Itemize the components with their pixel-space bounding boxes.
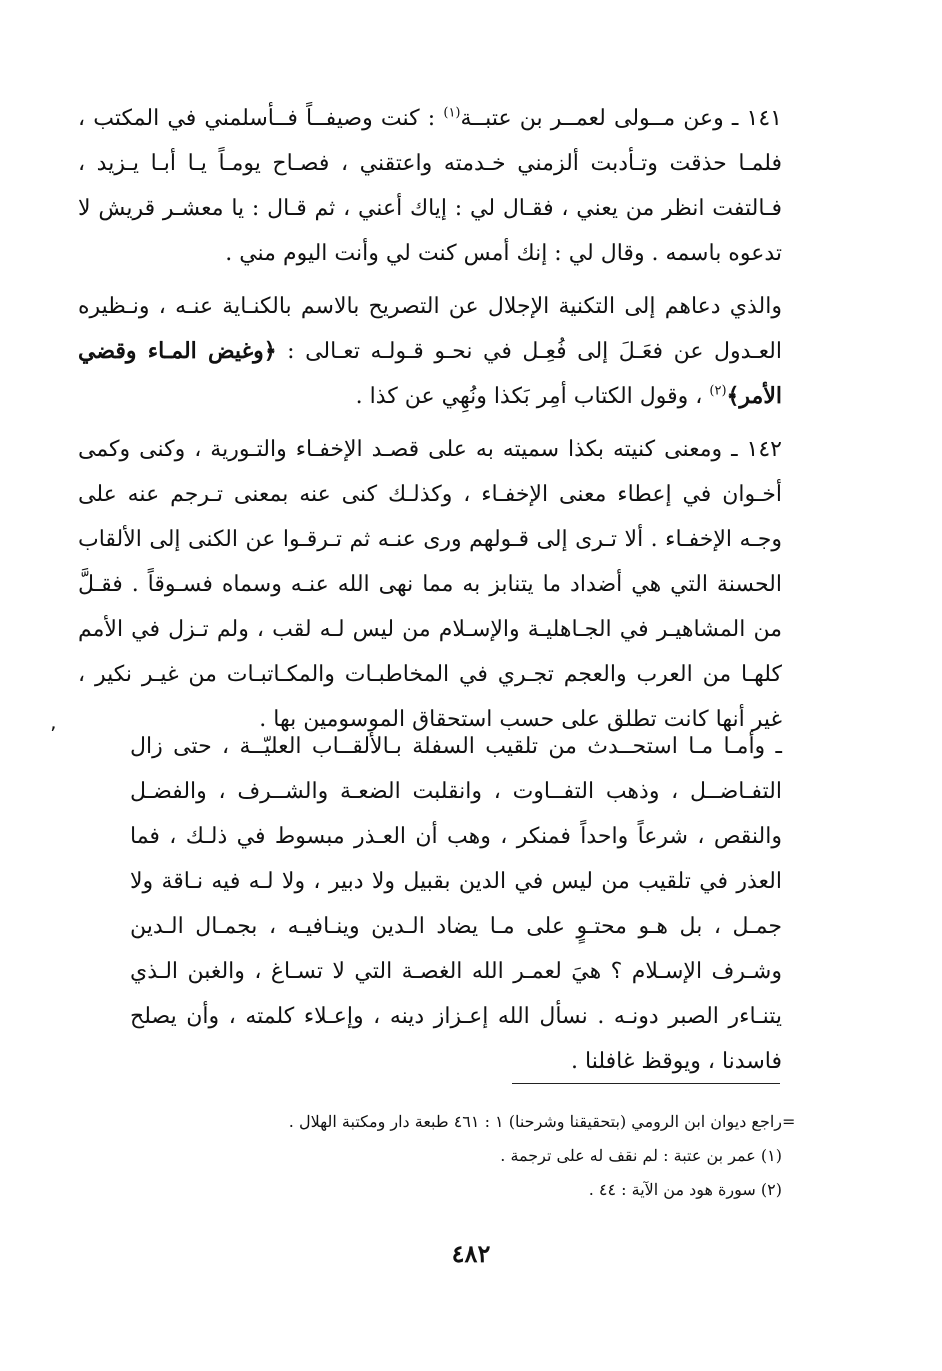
footnote-2: (٢) سورة هود من الآية : ٤٤ . xyxy=(588,1180,782,1199)
footnote-continuation-marker: = xyxy=(782,1112,796,1131)
paragraph-141-rest: : كنت وصيفــاً فــأسلمني في المكتب ، فلمـا حذقت وتـأدبت ألزمني خـدمته واعتقني ، فصـاح يومـاً يـا أبـا يـزيد ، فـالتفت انظر من يعني ، فقـال لي : إياك أعني ، ثم قـال : يا معشـر قريش لا تدعوه باسمه . وقال لي : إنك أمس كنت لي وأنت اليوم مني . xyxy=(78,106,782,266)
page-number: ٤٨٢ xyxy=(451,1239,491,1268)
footnote-continuation: راجع ديوان ابن الرومي (بتحقيقنا وشرحنا) ١ : ٤٦١ طبعة دار ومكتبة الهلال . xyxy=(288,1112,782,1131)
footnotes xyxy=(120,1105,782,1207)
paragraph-kunya-lead: والذي دعاهم إلى التكنية الإجلال عن التصريح بالاسم بالكنـاية عنـه ، ونـظيره العـدول عن فعَـلَ إلى فُعِـل في نحـو قـولـه تعـالى : xyxy=(78,294,783,364)
footnote-separator xyxy=(512,1083,780,1084)
footnote-1: (١) عمر بن عتبة : لم نقف له على ترجمة . xyxy=(500,1146,782,1165)
quran-quote: ﴿وغيض المـاء وقضي الأمر﴾ xyxy=(78,338,782,409)
paragraph-kunya-explanation xyxy=(78,284,782,419)
paragraph-142: ١٤٢ ـ ومعنى كنيته بكذا سميته به على قصـد الإخفـاء والتـورية ، وكنى وكمى أخـوان في إعطاء معنى الإخفـاء ، وكذلـك كنى عنه بمعنى تـرجم عنه على وجـه الإخفـاء . ألا تـرى إلى قـولهم ورى عنـه ثم تـرقـوا عن الكنى إلى الألقاب الحسنة التي هي أضداد ما يتنابز به مما نهى الله عنـه وسماه فسـوقاً . فقـلَّ من المشاهيـر في الجـاهليـة والإسـلام من ليس لـه لقب ، ولم تـزل في الأمم كلهـا من العرب والعجم تجـري في المخاطبـات والمكـاتبـات من غيـر نكير ، غير أنها كانت تطلق على حسب استحقاق الموسومين بها . xyxy=(78,437,782,732)
paragraph-141-lead: ١٤١ ـ وعن مــولى لعمــر بن عتبــة xyxy=(460,106,782,131)
footnote-ref-2[interactable]: (٢) xyxy=(709,383,727,399)
paragraph-titles-critique: ـ وأمـا مـا استحــدث من تلقيب السفلة بـالألقــاب العليّــة ، حتى زال التفـاضــل ، وذهب التفــاوت ، وانقلبت الضعـة والشــرف ، والفضـل والنقص ، شرعاً واحداً فمنكر ، وهب أن العـذر مبسوط في ذلـك ، فما العذر في تلقيب من ليس في الدين بقبيل ولا دبير ، ولا لـه فيه نـاقة ولا جمـل ، بل هـو محتـوٍ على مـا يضاد الـدين وينـافيـه ، بجمـال الـدين وشـرف الإسـلام ؟ هيَ لعمـر الله الغصـة التي لا تسـاغ ، والغبن الـذي يتنـاءر الصبر دونـه . نسأل الله إعـزاز دينه ، وإعـلاء كلمته ، وأن يصلح فاسدنا ، ويوقظ غافلنا . xyxy=(130,734,782,1074)
main-text xyxy=(78,96,783,1074)
footnote-ref-1[interactable]: (١) xyxy=(443,105,461,121)
paragraph-141 xyxy=(78,96,782,276)
paragraph-kunya-rest: ، وقول الكتاب أمِر بَكذا ونُهِي عن كذا . xyxy=(355,384,710,409)
margin-mark: ٬ xyxy=(50,722,57,746)
